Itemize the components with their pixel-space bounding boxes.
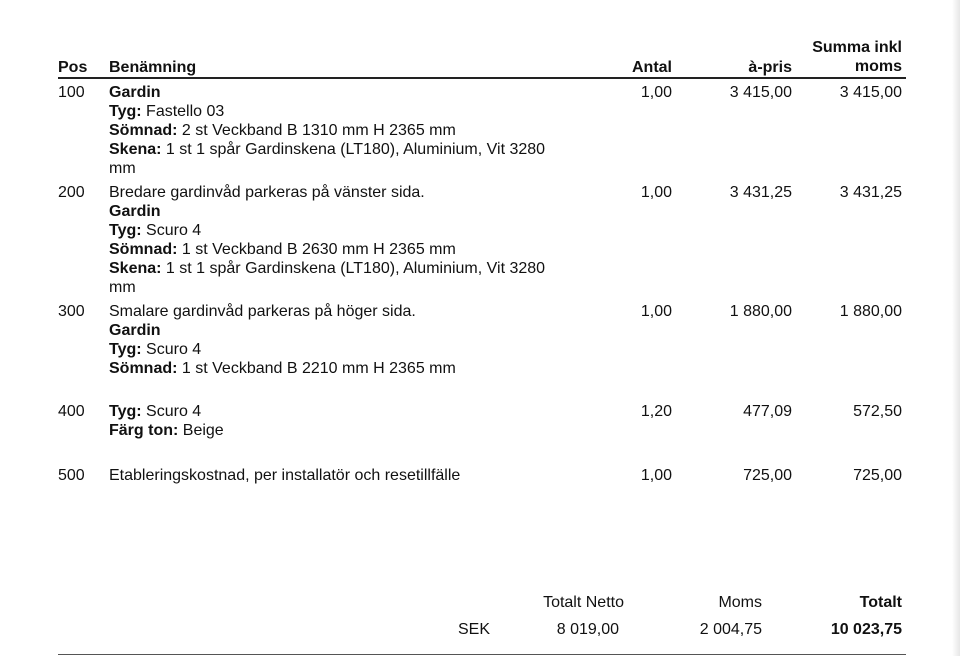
desc-line: Tyg: Scuro 4 xyxy=(109,222,202,239)
footer-divider xyxy=(58,654,906,655)
header-unit-price: à-pris xyxy=(748,59,792,76)
desc-line: Tyg: Scuro 4 xyxy=(109,403,202,420)
row-pos: 500 xyxy=(58,467,85,484)
row-description xyxy=(109,83,579,178)
row-qty: 1,00 xyxy=(640,84,672,101)
row-qty: 1,00 xyxy=(640,184,672,201)
row-qty: 1,20 xyxy=(640,403,672,420)
desc-line: Etableringskostnad, per installatör och resetillfälle xyxy=(109,467,461,484)
totals-netto-value: 8 019,00 xyxy=(556,621,619,638)
row-unit-price: 725,00 xyxy=(743,467,792,484)
header-sum-line1: Summa inkl xyxy=(812,39,902,56)
row-unit-price: 3 415,00 xyxy=(729,84,792,101)
row-sum: 1 880,00 xyxy=(839,303,902,320)
row-unit-price: 477,09 xyxy=(743,403,792,420)
desc-line: Skena: 1 st 1 spår Gardinskena (LT180), Aluminium, Vit 3280 xyxy=(109,141,546,158)
desc-line: Sömnad: 2 st Veckband B 1310 mm H 2365 mm xyxy=(109,122,456,139)
totals-netto-label: Totalt Netto xyxy=(543,594,624,611)
desc-line: mm xyxy=(109,160,136,177)
header-sum-line2: moms xyxy=(854,58,902,75)
totals-currency: SEK xyxy=(458,621,491,638)
totals-moms-label: Moms xyxy=(718,594,762,611)
row-sum: 3 415,00 xyxy=(839,84,902,101)
row-sum: 725,00 xyxy=(853,467,902,484)
header-name: Benämning xyxy=(109,59,197,76)
row-description xyxy=(109,183,579,297)
desc-line: Sömnad: 1 st Veckband B 2630 mm H 2365 mm xyxy=(109,241,456,258)
row-sum: 572,50 xyxy=(853,403,902,420)
row-description xyxy=(109,402,579,440)
header-pos: Pos xyxy=(58,59,88,76)
desc-line: Gardin xyxy=(109,203,161,220)
row-sum: 3 431,25 xyxy=(839,184,902,201)
desc-line: Gardin xyxy=(109,84,161,101)
desc-line: Gardin xyxy=(109,322,161,339)
totals-total-value: 10 023,75 xyxy=(830,621,902,638)
header-qty: Antal xyxy=(632,59,672,76)
desc-line: Bredare gardinvåd parkeras på vänster sida. xyxy=(109,184,425,201)
desc-line: Tyg: Fastello 03 xyxy=(109,103,225,120)
row-qty: 1,00 xyxy=(640,467,672,484)
totals-total-label: Totalt xyxy=(859,594,902,611)
row-pos: 400 xyxy=(58,403,85,420)
desc-line: mm xyxy=(109,279,136,296)
desc-line: Sömnad: 1 st Veckband B 2210 mm H 2365 mm xyxy=(109,360,456,377)
header-sum xyxy=(812,38,902,76)
desc-line: Skena: 1 st 1 spår Gardinskena (LT180), Aluminium, Vit 3280 xyxy=(109,260,546,277)
row-description xyxy=(109,466,579,485)
row-unit-price: 1 880,00 xyxy=(729,303,792,320)
page-edge-shadow xyxy=(952,0,960,656)
header-divider xyxy=(58,77,906,79)
desc-line: Smalare gardinvåd parkeras på höger sida. xyxy=(109,303,416,320)
row-pos: 300 xyxy=(58,303,85,320)
row-pos: 200 xyxy=(58,184,85,201)
desc-line: Tyg: Scuro 4 xyxy=(109,341,202,358)
row-qty: 1,00 xyxy=(640,303,672,320)
row-pos: 100 xyxy=(58,84,85,101)
row-unit-price: 3 431,25 xyxy=(729,184,792,201)
totals-moms-value: 2 004,75 xyxy=(699,621,762,638)
row-description xyxy=(109,302,579,378)
desc-line: Färg ton: Beige xyxy=(109,422,224,439)
